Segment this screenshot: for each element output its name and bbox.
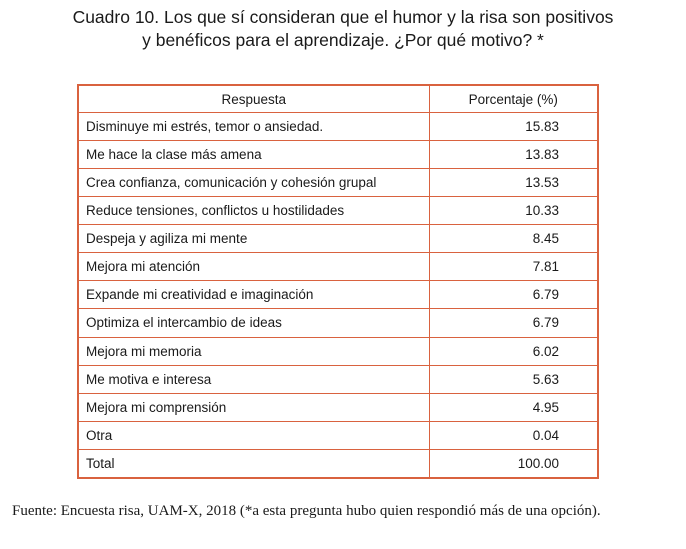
row-label: Mejora mi comprensión	[79, 393, 429, 421]
table-row	[79, 393, 597, 421]
header-porcentaje: Porcentaje (%)	[429, 86, 597, 113]
table-row	[79, 281, 597, 309]
row-label: Otra	[79, 421, 429, 449]
source-note: Fuente: Encuesta risa, UAM-X, 2018 (*a esta pregunta hubo quien respondió más de una opción).	[12, 503, 601, 519]
row-value: 13.53	[429, 169, 597, 197]
table-row	[79, 197, 597, 225]
table-row	[79, 365, 597, 393]
total-value: 100.00	[429, 449, 597, 477]
table-row	[79, 337, 597, 365]
row-value: 6.02	[429, 337, 597, 365]
table-header-row	[79, 86, 597, 113]
row-label: Expande mi creatividad e imaginación	[79, 281, 429, 309]
table-row	[79, 309, 597, 337]
row-value: 13.83	[429, 141, 597, 169]
row-value: 7.81	[429, 253, 597, 281]
row-value: 4.95	[429, 393, 597, 421]
row-label: Optimiza el intercambio de ideas	[79, 309, 429, 337]
results-table	[79, 86, 597, 477]
table-total-row	[79, 449, 597, 477]
row-label: Me hace la clase más amena	[79, 141, 429, 169]
row-value: 0.04	[429, 421, 597, 449]
row-label: Reduce tensiones, conflictos u hostilidades	[79, 197, 429, 225]
row-label: Mejora mi memoria	[79, 337, 429, 365]
row-label: Despeja y agiliza mi mente	[79, 225, 429, 253]
row-value: 10.33	[429, 197, 597, 225]
table-row	[79, 113, 597, 141]
row-label: Me motiva e interesa	[79, 365, 429, 393]
row-label: Crea confianza, comunicación y cohesión grupal	[79, 169, 429, 197]
row-value: 8.45	[429, 225, 597, 253]
results-table-frame	[77, 84, 599, 479]
total-label: Total	[79, 449, 429, 477]
row-value: 5.63	[429, 365, 597, 393]
row-value: 6.79	[429, 281, 597, 309]
table-row	[79, 141, 597, 169]
row-value: 6.79	[429, 309, 597, 337]
table-row	[79, 169, 597, 197]
header-respuesta: Respuesta	[79, 86, 429, 113]
row-label: Mejora mi atención	[79, 253, 429, 281]
table-row	[79, 253, 597, 281]
table-caption	[0, 6, 686, 52]
row-value: 15.83	[429, 113, 597, 141]
table-row	[79, 421, 597, 449]
caption-line-2: y benéficos para el aprendizaje. ¿Por qué motivo? *	[142, 30, 544, 50]
caption-line-1: Cuadro 10. Los que sí consideran que el humor y la risa son positivos	[72, 7, 614, 27]
table-row	[79, 225, 597, 253]
row-label: Disminuye mi estrés, temor o ansiedad.	[79, 113, 429, 141]
